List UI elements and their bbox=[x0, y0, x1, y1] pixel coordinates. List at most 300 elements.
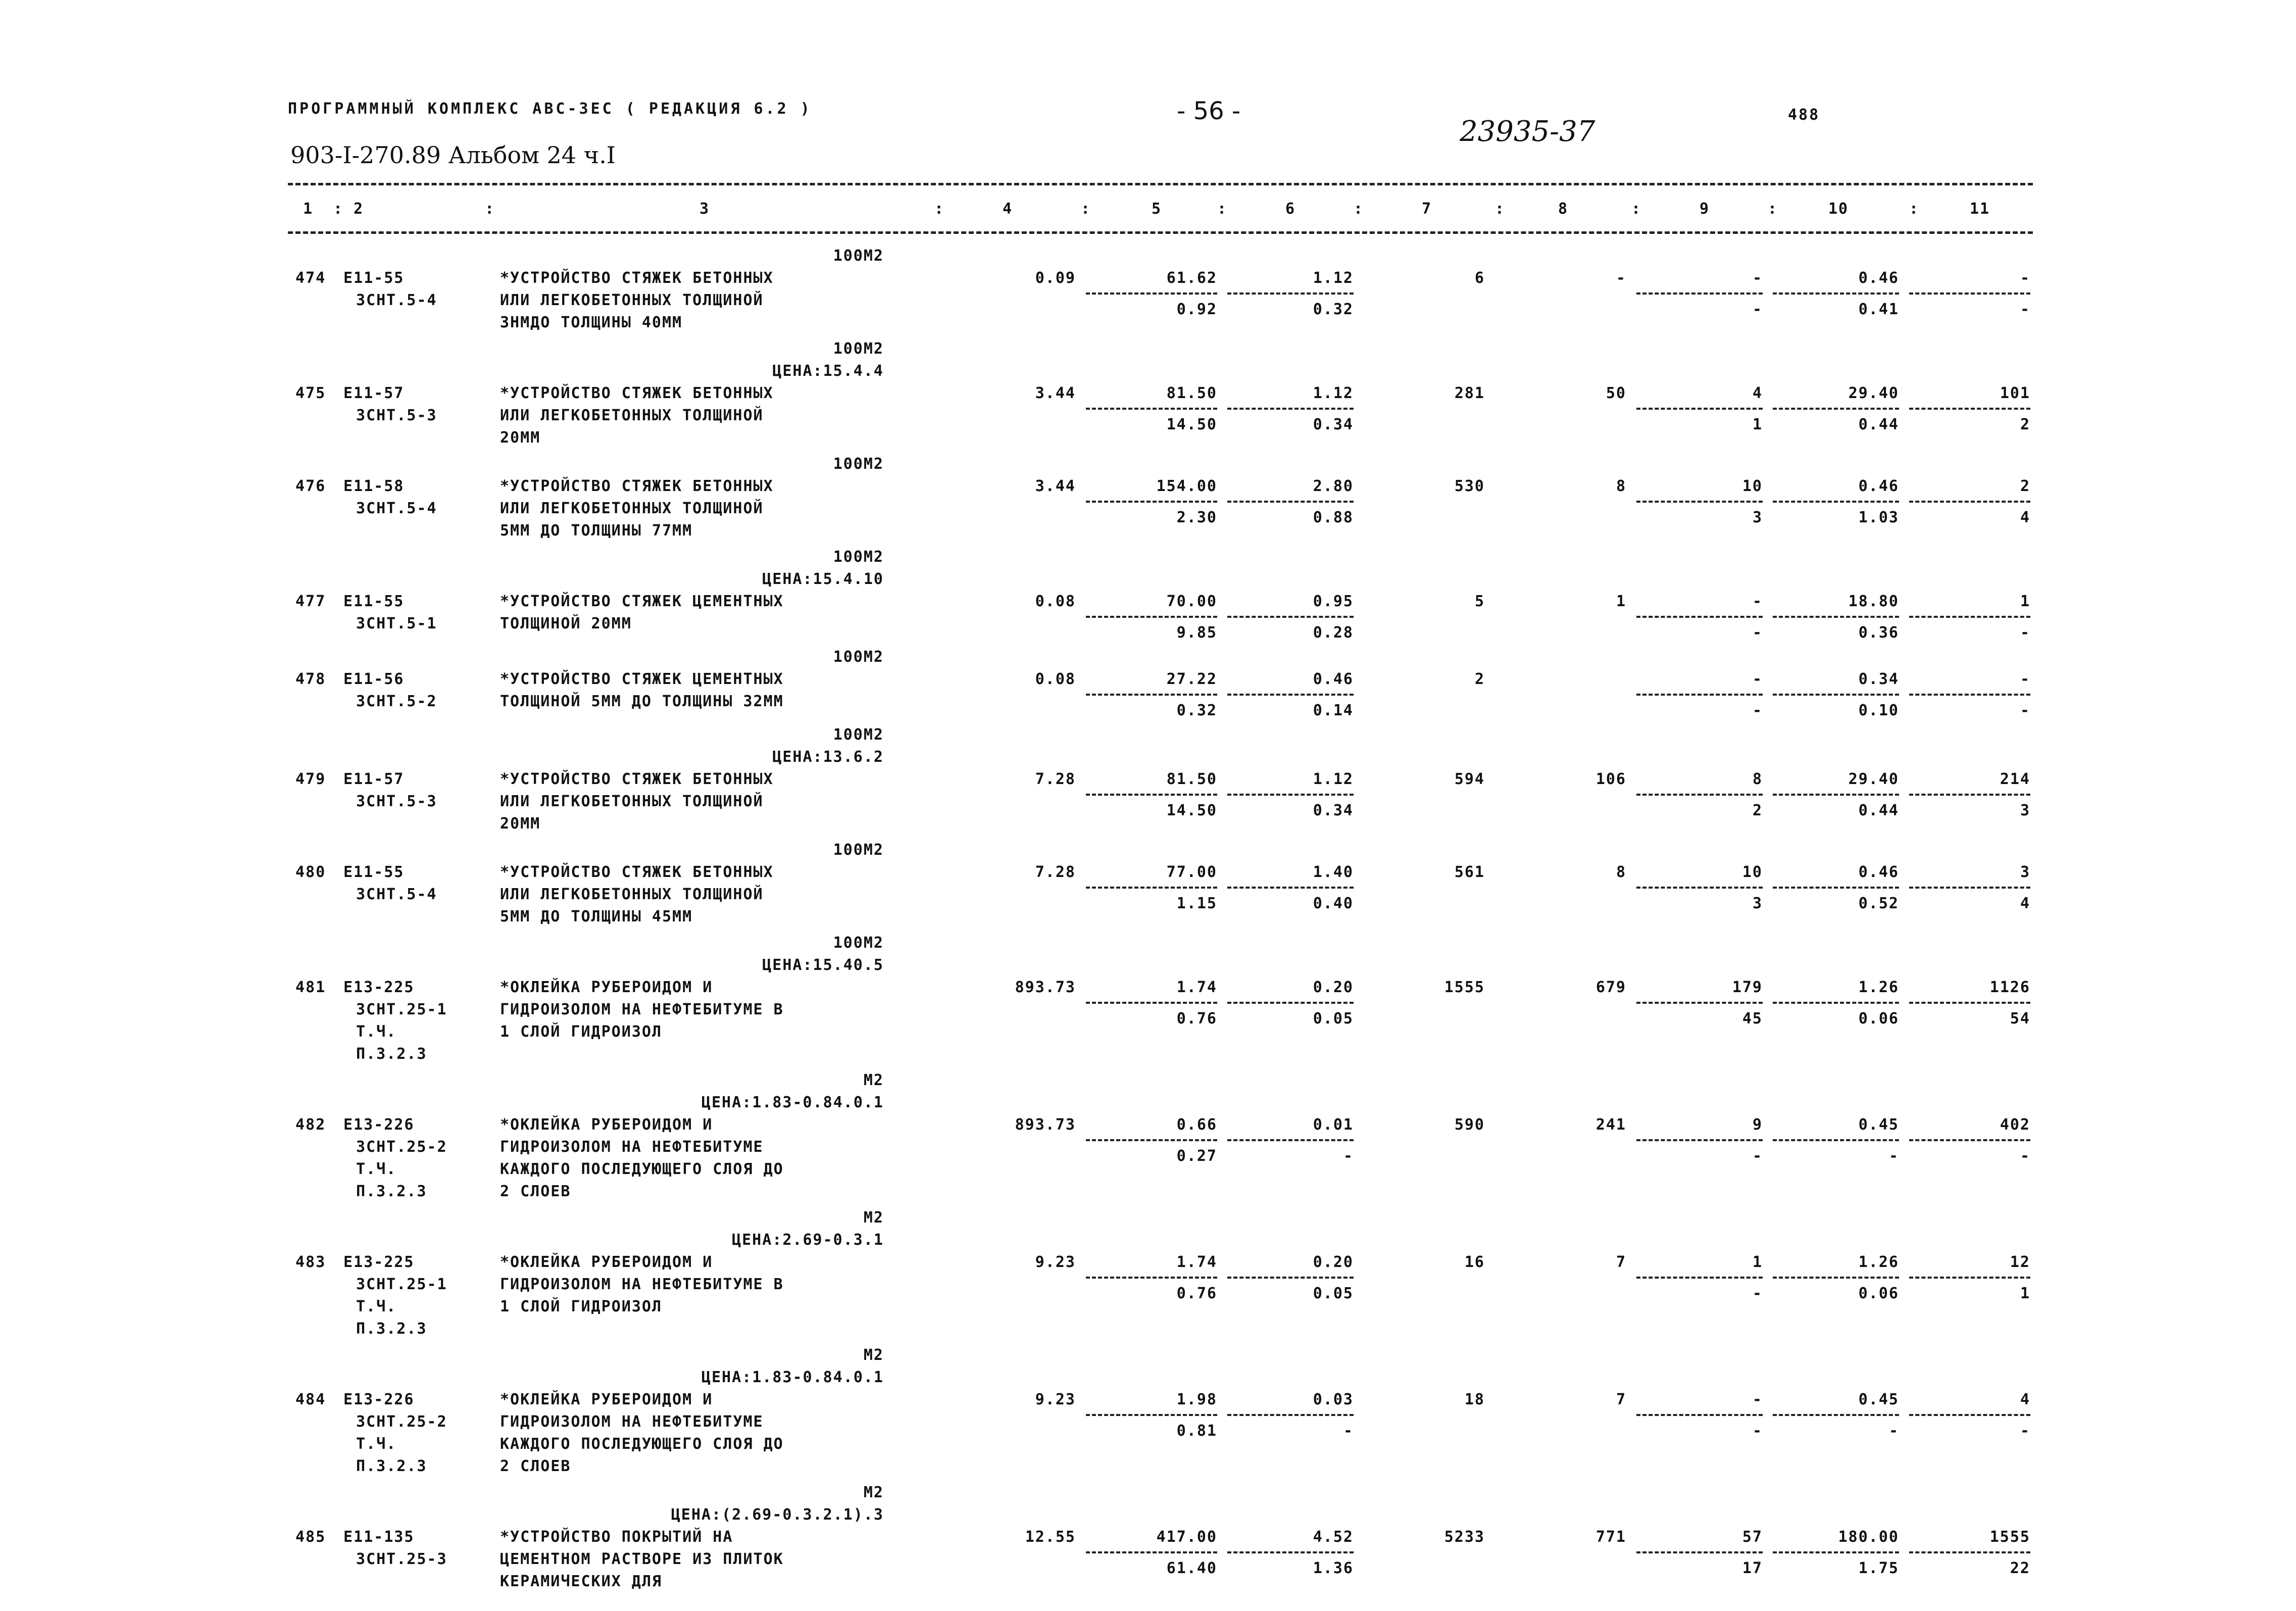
unit-cost-wage: 1.40 bbox=[1313, 863, 1354, 881]
fraction-rule bbox=[1227, 616, 1354, 618]
unit-note: 100М2 bbox=[833, 455, 884, 473]
unit-note: ЦЕНА:1.83-0.84.0.1 bbox=[701, 1369, 884, 1386]
norm-code: Т.Ч. bbox=[356, 1160, 397, 1178]
work-description: *УСТРОЙСТВО СТЯЖЕК БЕТОННЫХ bbox=[500, 477, 774, 495]
fraction-rule bbox=[1227, 408, 1354, 410]
fraction-rule bbox=[1227, 1277, 1354, 1279]
labor-hours-secondary: - bbox=[1888, 1422, 1899, 1440]
work-description: КАЖДОГО ПОСЛЕДУЮЩЕГО СЛОЯ ДО bbox=[500, 1435, 784, 1453]
unit-cost-total-secondary: 0.27 bbox=[1176, 1147, 1217, 1165]
fraction-rule bbox=[1636, 887, 1763, 889]
norm-code: Е11-56 bbox=[343, 670, 405, 688]
total-wage: 106 bbox=[1595, 770, 1626, 788]
row-number: 476 bbox=[295, 477, 326, 495]
total-wage: 7 bbox=[1616, 1391, 1626, 1408]
work-description: ГИДРОИЗОЛОМ НА НЕФТЕБИТУМЕ bbox=[500, 1138, 764, 1156]
norm-code: Е11-57 bbox=[343, 770, 405, 788]
total-wage: 1 bbox=[1616, 593, 1626, 610]
unit-cost-wage-secondary: - bbox=[1343, 1147, 1354, 1165]
machine-cost-secondary: - bbox=[1752, 1147, 1763, 1165]
norm-code: Т.Ч. bbox=[356, 1023, 397, 1041]
unit-cost-wage: 0.46 bbox=[1313, 670, 1354, 688]
total-cost: 16 bbox=[1464, 1253, 1485, 1271]
row-number: 481 bbox=[295, 979, 326, 996]
total-wage: 679 bbox=[1595, 979, 1626, 996]
unit-cost-wage-secondary: 0.88 bbox=[1313, 509, 1354, 526]
machine-cost: 10 bbox=[1742, 863, 1763, 881]
norm-code: ЗСНТ.25-2 bbox=[356, 1138, 447, 1156]
unit-cost-total: 27.22 bbox=[1166, 670, 1217, 688]
row-number: 474 bbox=[295, 269, 326, 287]
work-description: *ОКЛЕЙКА РУБЕРОИДОМ И bbox=[500, 1391, 713, 1408]
labor-total: 214 bbox=[2000, 770, 2030, 788]
work-description: ЗНМДО ТОЛЩИНЫ 40ММ bbox=[500, 314, 683, 331]
unit-note: ЦЕНА:(2.69-0.3.2.1).3 bbox=[671, 1506, 884, 1524]
norm-code: ЗСНТ.5-4 bbox=[356, 291, 437, 309]
total-cost: 2 bbox=[1474, 670, 1485, 688]
norm-code: Е11-55 bbox=[343, 269, 405, 287]
column-header-10: 10 bbox=[1828, 200, 1849, 218]
unit-cost-wage: 0.03 bbox=[1313, 1391, 1354, 1408]
norm-code: ЗСНТ.5-3 bbox=[356, 407, 437, 424]
work-description: КЕРАМИЧЕСКИХ ДЛЯ bbox=[500, 1573, 662, 1590]
machine-cost-secondary: 3 bbox=[1752, 895, 1763, 912]
fraction-rule bbox=[1227, 1414, 1354, 1416]
unit-note: М2 bbox=[863, 1071, 884, 1089]
work-description: ИЛИ ЛЕГКОБЕТОННЫХ ТОЛЩИНОЙ bbox=[500, 407, 764, 424]
work-description: *УСТРОЙСТВО СТЯЖЕК БЕТОННЫХ bbox=[500, 770, 774, 788]
fraction-rule bbox=[1227, 794, 1354, 796]
labor-total: - bbox=[2020, 269, 2030, 287]
fraction-rule bbox=[1909, 887, 2030, 889]
unit-cost-total: 1.74 bbox=[1176, 979, 1217, 996]
machine-cost: 10 bbox=[1742, 477, 1763, 495]
column-header-7: 7 bbox=[1422, 200, 1432, 218]
column-header-6: 6 bbox=[1285, 200, 1296, 218]
norm-code: П.3.2.3 bbox=[356, 1183, 427, 1200]
norm-code: ЗСНТ.5-2 bbox=[356, 693, 437, 710]
total-wage: 7 bbox=[1616, 1253, 1626, 1271]
work-description: 20ММ bbox=[500, 815, 541, 833]
fraction-rule bbox=[1636, 1414, 1763, 1416]
fraction-rule bbox=[1773, 694, 1899, 696]
unit-note: ЦЕНА:15.40.5 bbox=[762, 956, 884, 974]
fraction-rule bbox=[1086, 408, 1217, 410]
fraction-rule bbox=[1636, 1002, 1763, 1004]
machine-cost-secondary: - bbox=[1752, 1422, 1763, 1440]
unit-cost-total-secondary: 1.15 bbox=[1176, 895, 1217, 912]
unit-cost-total: 70.00 bbox=[1166, 593, 1217, 610]
fraction-rule bbox=[1227, 1002, 1354, 1004]
unit-cost-wage-secondary: 0.34 bbox=[1313, 802, 1354, 819]
unit-cost-total-secondary: 61.40 bbox=[1166, 1559, 1217, 1577]
unit-cost-wage-secondary: - bbox=[1343, 1422, 1354, 1440]
labor-total: - bbox=[2020, 670, 2030, 688]
norm-code: Е13-225 bbox=[343, 979, 415, 996]
fraction-rule bbox=[1636, 1139, 1763, 1141]
labor-hours: 0.34 bbox=[1858, 670, 1899, 688]
labor-hours-secondary: 0.44 bbox=[1858, 416, 1899, 433]
machine-cost-secondary: - bbox=[1752, 1285, 1763, 1302]
fraction-rule bbox=[1086, 292, 1217, 295]
fraction-rule bbox=[1636, 694, 1763, 696]
norm-code: ЗСНТ.5-1 bbox=[356, 615, 437, 632]
column-header-5: 5 bbox=[1152, 200, 1162, 218]
labor-hours: 29.40 bbox=[1848, 384, 1899, 402]
machine-cost-secondary: 3 bbox=[1752, 509, 1763, 526]
work-description: *ОКЛЕЙКА РУБЕРОИДОМ И bbox=[500, 1253, 713, 1271]
labor-total-secondary: 4 bbox=[2020, 895, 2030, 912]
unit-cost-total: 61.62 bbox=[1166, 269, 1217, 287]
work-description: *УСТРОЙСТВО СТЯЖЕК ЦЕМЕНТНЫХ bbox=[500, 593, 784, 610]
work-description: 5ММ ДО ТОЛЩИНЫ 77ММ bbox=[500, 522, 693, 540]
work-description: *ОКЛЕЙКА РУБЕРОИДОМ И bbox=[500, 1116, 713, 1134]
fraction-rule bbox=[1909, 408, 2030, 410]
unit-note: 100М2 bbox=[833, 934, 884, 952]
column-divider: : bbox=[485, 200, 495, 218]
fraction-rule bbox=[1636, 292, 1763, 295]
unit-cost-total-secondary: 0.81 bbox=[1176, 1422, 1217, 1440]
norm-code: П.3.2.3 bbox=[356, 1320, 427, 1338]
unit-cost-wage-secondary: 0.40 bbox=[1313, 895, 1354, 912]
fraction-rule bbox=[1227, 887, 1354, 889]
labor-hours-secondary: 0.06 bbox=[1858, 1285, 1899, 1302]
column-divider: : bbox=[1631, 200, 1642, 218]
norm-code: Е11-135 bbox=[343, 1528, 415, 1546]
total-cost: 281 bbox=[1454, 384, 1485, 402]
fraction-rule bbox=[1636, 1277, 1763, 1279]
work-description: 2 СЛОЕВ bbox=[500, 1457, 571, 1475]
page-number: - 56 - bbox=[1177, 97, 1241, 125]
labor-hours-secondary: 1.75 bbox=[1858, 1559, 1899, 1577]
fraction-rule bbox=[1636, 408, 1763, 410]
norm-code: Е13-225 bbox=[343, 1253, 415, 1271]
fraction-rule bbox=[1909, 794, 2030, 796]
work-description: 5ММ ДО ТОЛЩИНЫ 45ММ bbox=[500, 908, 693, 925]
norm-code: П.3.2.3 bbox=[356, 1457, 427, 1475]
machine-cost: - bbox=[1752, 269, 1763, 287]
labor-hours: 0.46 bbox=[1858, 269, 1899, 287]
unit-cost-wage: 2.80 bbox=[1313, 477, 1354, 495]
unit-cost-total: 81.50 bbox=[1166, 770, 1217, 788]
machine-cost: 4 bbox=[1752, 384, 1763, 402]
labor-hours: 29.40 bbox=[1848, 770, 1899, 788]
labor-total-secondary: 3 bbox=[2020, 802, 2030, 819]
fraction-rule bbox=[1909, 1002, 2030, 1004]
labor-hours: 1.26 bbox=[1858, 979, 1899, 996]
column-header-11: 11 bbox=[1970, 200, 1990, 218]
unit-cost-wage-secondary: 0.05 bbox=[1313, 1010, 1354, 1028]
unit-cost-wage-secondary: 0.05 bbox=[1313, 1285, 1354, 1302]
unit-cost-total: 154.00 bbox=[1156, 477, 1217, 495]
unit-note: ЦЕНА:13.6.2 bbox=[772, 748, 884, 766]
row-number: 479 bbox=[295, 770, 326, 788]
norm-code: Е11-55 bbox=[343, 593, 405, 610]
row-number: 485 bbox=[295, 1528, 326, 1546]
norm-code: ЗСНТ.5-3 bbox=[356, 793, 437, 810]
work-description: *УСТРОЙСТВО СТЯЖЕК БЕТОННЫХ bbox=[500, 269, 774, 287]
fraction-rule bbox=[1909, 694, 2030, 696]
unit-cost-total-secondary: 0.32 bbox=[1176, 702, 1217, 719]
unit-cost-wage-secondary: 0.32 bbox=[1313, 301, 1354, 318]
fraction-rule bbox=[1909, 1277, 2030, 1279]
norm-code: ЗСНТ.25-1 bbox=[356, 1276, 447, 1293]
machine-cost: - bbox=[1752, 593, 1763, 610]
total-cost: 5233 bbox=[1444, 1528, 1485, 1546]
unit-cost-total-secondary: 14.50 bbox=[1166, 416, 1217, 433]
labor-total-secondary: 4 bbox=[2020, 509, 2030, 526]
document-number: 23935-37 bbox=[1460, 115, 1595, 148]
machine-cost-secondary: 1 bbox=[1752, 416, 1763, 433]
column-header-3: 3 bbox=[700, 200, 710, 218]
column-divider: : bbox=[1909, 200, 1920, 218]
quantity: 9.23 bbox=[1035, 1391, 1076, 1408]
fraction-rule bbox=[1909, 501, 2030, 503]
labor-total: 3 bbox=[2020, 863, 2030, 881]
unit-cost-wage: 0.20 bbox=[1313, 979, 1354, 996]
album-label: 903-I-270.89 Альбом 24 ч.I bbox=[290, 141, 616, 169]
fraction-rule bbox=[1909, 1414, 2030, 1416]
fraction-rule bbox=[1086, 887, 1217, 889]
total-cost: 18 bbox=[1464, 1391, 1485, 1408]
fraction-rule bbox=[1086, 1002, 1217, 1004]
labor-total: 101 bbox=[2000, 384, 2030, 402]
unit-cost-total-secondary: 9.85 bbox=[1176, 624, 1217, 642]
work-description: *УСТРОЙСТВО СТЯЖЕК БЕТОННЫХ bbox=[500, 384, 774, 402]
unit-cost-total: 81.50 bbox=[1166, 384, 1217, 402]
sheet-number: 488 bbox=[1788, 106, 1820, 124]
labor-total-secondary: 22 bbox=[2010, 1559, 2030, 1577]
unit-note: М2 bbox=[863, 1346, 884, 1364]
norm-code: Е13-226 bbox=[343, 1116, 415, 1134]
unit-note: ЦЕНА:1.83-0.84.0.1 bbox=[701, 1094, 884, 1111]
fraction-rule bbox=[1636, 501, 1763, 503]
unit-cost-wage: 1.12 bbox=[1313, 384, 1354, 402]
total-cost: 594 bbox=[1454, 770, 1485, 788]
table-top-rule bbox=[288, 183, 2033, 185]
fraction-rule bbox=[1086, 1414, 1217, 1416]
machine-cost: 8 bbox=[1752, 770, 1763, 788]
work-description: *УСТРОЙСТВО СТЯЖЕК ЦЕМЕНТНЫХ bbox=[500, 670, 784, 688]
work-description: ГИДРОИЗОЛОМ НА НЕФТЕБИТУМЕ В bbox=[500, 1001, 784, 1018]
column-divider: : bbox=[1768, 200, 1778, 218]
labor-total-secondary: 54 bbox=[2010, 1010, 2030, 1028]
quantity: 7.28 bbox=[1035, 770, 1076, 788]
unit-note: ЦЕНА:2.69-0.3.1 bbox=[732, 1231, 884, 1249]
labor-total-secondary: - bbox=[2020, 1147, 2030, 1165]
machine-cost-secondary: - bbox=[1752, 624, 1763, 642]
labor-total-secondary: - bbox=[2020, 1422, 2030, 1440]
quantity: 0.08 bbox=[1035, 593, 1076, 610]
fraction-rule bbox=[1773, 292, 1899, 295]
unit-cost-total: 1.98 bbox=[1176, 1391, 1217, 1408]
machine-cost: 9 bbox=[1752, 1116, 1763, 1134]
column-divider: : bbox=[1354, 200, 1364, 218]
machine-cost: - bbox=[1752, 670, 1763, 688]
fraction-rule bbox=[1773, 501, 1899, 503]
unit-note: 100М2 bbox=[833, 340, 884, 358]
row-number: 475 bbox=[295, 384, 326, 402]
row-number: 482 bbox=[295, 1116, 326, 1134]
row-number: 478 bbox=[295, 670, 326, 688]
work-description: *УСТРОЙСТВО СТЯЖЕК БЕТОННЫХ bbox=[500, 863, 774, 881]
total-wage: 771 bbox=[1595, 1528, 1626, 1546]
quantity: 3.44 bbox=[1035, 384, 1076, 402]
fraction-rule bbox=[1909, 1551, 2030, 1553]
fraction-rule bbox=[1636, 794, 1763, 796]
fraction-rule bbox=[1773, 1277, 1899, 1279]
fraction-rule bbox=[1773, 887, 1899, 889]
norm-code: Е11-55 bbox=[343, 863, 405, 881]
column-divider: : bbox=[1495, 200, 1506, 218]
quantity: 3.44 bbox=[1035, 477, 1076, 495]
machine-cost-secondary: 17 bbox=[1742, 1559, 1763, 1577]
unit-cost-wage: 1.12 bbox=[1313, 269, 1354, 287]
labor-total: 12 bbox=[2010, 1253, 2030, 1271]
labor-hours-secondary: 0.10 bbox=[1858, 702, 1899, 719]
labor-total-secondary: - bbox=[2020, 624, 2030, 642]
norm-code: Е11-57 bbox=[343, 384, 405, 402]
fraction-rule bbox=[1636, 616, 1763, 618]
machine-cost: 57 bbox=[1742, 1528, 1763, 1546]
total-wage: 50 bbox=[1606, 384, 1626, 402]
labor-total-secondary: 1 bbox=[2020, 1285, 2030, 1302]
labor-total: 1126 bbox=[1989, 979, 2030, 996]
total-cost: 530 bbox=[1454, 477, 1485, 495]
unit-cost-wage-secondary: 1.36 bbox=[1313, 1559, 1354, 1577]
norm-code: Е13-226 bbox=[343, 1391, 415, 1408]
labor-hours-secondary: 1.03 bbox=[1858, 509, 1899, 526]
labor-total-secondary: - bbox=[2020, 301, 2030, 318]
quantity: 9.23 bbox=[1035, 1253, 1076, 1271]
fraction-rule bbox=[1773, 1414, 1899, 1416]
unit-cost-total: 77.00 bbox=[1166, 863, 1217, 881]
unit-cost-total-secondary: 0.92 bbox=[1176, 301, 1217, 318]
row-number: 484 bbox=[295, 1391, 326, 1408]
machine-cost: - bbox=[1752, 1391, 1763, 1408]
work-description: ИЛИ ЛЕГКОБЕТОННЫХ ТОЛЩИНОЙ bbox=[500, 500, 764, 517]
work-description: *ОКЛЕЙКА РУБЕРОИДОМ И bbox=[500, 979, 713, 996]
machine-cost-secondary: - bbox=[1752, 301, 1763, 318]
quantity: 7.28 bbox=[1035, 863, 1076, 881]
machine-cost-secondary: - bbox=[1752, 702, 1763, 719]
fraction-rule bbox=[1086, 1139, 1217, 1141]
work-description: ИЛИ ЛЕГКОБЕТОННЫХ ТОЛЩИНОЙ bbox=[500, 291, 764, 309]
norm-code: Т.Ч. bbox=[356, 1435, 397, 1453]
work-description: ТОЛЩИНОЙ 5ММ ДО ТОЛЩИНЫ 32ММ bbox=[500, 693, 784, 710]
labor-hours-secondary: - bbox=[1888, 1147, 1899, 1165]
unit-cost-wage-secondary: 0.34 bbox=[1313, 416, 1354, 433]
program-title: ПРОГРАММНЫЙ КОМПЛЕКС АВС-3ЕС ( РЕДАКЦИЯ 6.2 ) bbox=[288, 100, 812, 118]
quantity: 12.55 bbox=[1025, 1528, 1076, 1546]
unit-note: ЦЕНА:15.4.4 bbox=[772, 362, 884, 380]
unit-cost-wage-secondary: 0.28 bbox=[1313, 624, 1354, 642]
machine-cost-secondary: 45 bbox=[1742, 1010, 1763, 1028]
labor-hours: 180.00 bbox=[1838, 1528, 1899, 1546]
unit-note: 100М2 bbox=[833, 648, 884, 666]
labor-total-secondary: 2 bbox=[2020, 416, 2030, 433]
row-number: 480 bbox=[295, 863, 326, 881]
labor-hours-secondary: 0.52 bbox=[1858, 895, 1899, 912]
column-header-8: 8 bbox=[1558, 200, 1569, 218]
quantity: 0.09 bbox=[1035, 269, 1076, 287]
column-header-9: 9 bbox=[1700, 200, 1710, 218]
row-number: 483 bbox=[295, 1253, 326, 1271]
fraction-rule bbox=[1086, 501, 1217, 503]
norm-code: ЗСНТ.25-2 bbox=[356, 1413, 447, 1431]
unit-note: 100М2 bbox=[833, 548, 884, 566]
fraction-rule bbox=[1086, 1277, 1217, 1279]
unit-cost-total: 1.74 bbox=[1176, 1253, 1217, 1271]
work-description: ЦЕМЕНТНОМ РАСТВОРЕ ИЗ ПЛИТОК bbox=[500, 1550, 784, 1568]
labor-total: 402 bbox=[2000, 1116, 2030, 1134]
fraction-rule bbox=[1636, 1551, 1763, 1553]
table-header-rule bbox=[288, 231, 2033, 234]
unit-note: 100М2 bbox=[833, 247, 884, 265]
work-description: ГИДРОИЗОЛОМ НА НЕФТЕБИТУМЕ В bbox=[500, 1276, 784, 1293]
work-description: КАЖДОГО ПОСЛЕДУЮЩЕГО СЛОЯ ДО bbox=[500, 1160, 784, 1178]
fraction-rule bbox=[1227, 1551, 1354, 1553]
labor-total: 1 bbox=[2020, 593, 2030, 610]
unit-cost-total-secondary: 0.76 bbox=[1176, 1010, 1217, 1028]
unit-cost-total-secondary: 14.50 bbox=[1166, 802, 1217, 819]
unit-cost-total-secondary: 0.76 bbox=[1176, 1285, 1217, 1302]
fraction-rule bbox=[1773, 1139, 1899, 1141]
unit-note: 100М2 bbox=[833, 726, 884, 744]
norm-code: Т.Ч. bbox=[356, 1298, 397, 1315]
fraction-rule bbox=[1086, 1551, 1217, 1553]
fraction-rule bbox=[1909, 292, 2030, 295]
column-divider: : bbox=[1217, 200, 1228, 218]
labor-hours: 0.45 bbox=[1858, 1116, 1899, 1134]
total-wage: 8 bbox=[1616, 863, 1626, 881]
norm-code: ЗСНТ.25-3 bbox=[356, 1550, 447, 1568]
fraction-rule bbox=[1909, 616, 2030, 618]
column-divider: : bbox=[333, 200, 344, 218]
labor-hours: 0.46 bbox=[1858, 477, 1899, 495]
unit-cost-total: 417.00 bbox=[1156, 1528, 1217, 1546]
total-cost: 6 bbox=[1474, 269, 1485, 287]
total-wage: 241 bbox=[1595, 1116, 1626, 1134]
fraction-rule bbox=[1227, 694, 1354, 696]
norm-code: ЗСНТ.5-4 bbox=[356, 886, 437, 903]
fraction-rule bbox=[1909, 1139, 2030, 1141]
total-wage: - bbox=[1616, 269, 1626, 287]
labor-hours-secondary: 0.06 bbox=[1858, 1010, 1899, 1028]
labor-hours: 18.80 bbox=[1848, 593, 1899, 610]
labor-hours-secondary: 0.41 bbox=[1858, 301, 1899, 318]
unit-cost-wage: 0.20 bbox=[1313, 1253, 1354, 1271]
column-header-1: 1 bbox=[303, 200, 314, 218]
norm-code: Е11-58 bbox=[343, 477, 405, 495]
fraction-rule bbox=[1227, 501, 1354, 503]
fraction-rule bbox=[1773, 1551, 1899, 1553]
total-cost: 590 bbox=[1454, 1116, 1485, 1134]
unit-cost-total: 0.66 bbox=[1176, 1116, 1217, 1134]
labor-total: 1555 bbox=[1989, 1528, 2030, 1546]
unit-cost-wage: 0.01 bbox=[1313, 1116, 1354, 1134]
norm-code: ЗСНТ.5-4 bbox=[356, 500, 437, 517]
column-divider: : bbox=[1081, 200, 1091, 218]
column-divider: : bbox=[934, 200, 945, 218]
machine-cost: 179 bbox=[1732, 979, 1763, 996]
work-description: ИЛИ ЛЕГКОБЕТОННЫХ ТОЛЩИНОЙ bbox=[500, 793, 764, 810]
quantity: 893.73 bbox=[1015, 1116, 1076, 1134]
work-description: 1 СЛОЙ ГИДРОИЗОЛ bbox=[500, 1298, 662, 1315]
machine-cost: 1 bbox=[1752, 1253, 1763, 1271]
work-description: 1 СЛОЙ ГИДРОИЗОЛ bbox=[500, 1023, 662, 1041]
fraction-rule bbox=[1227, 292, 1354, 295]
